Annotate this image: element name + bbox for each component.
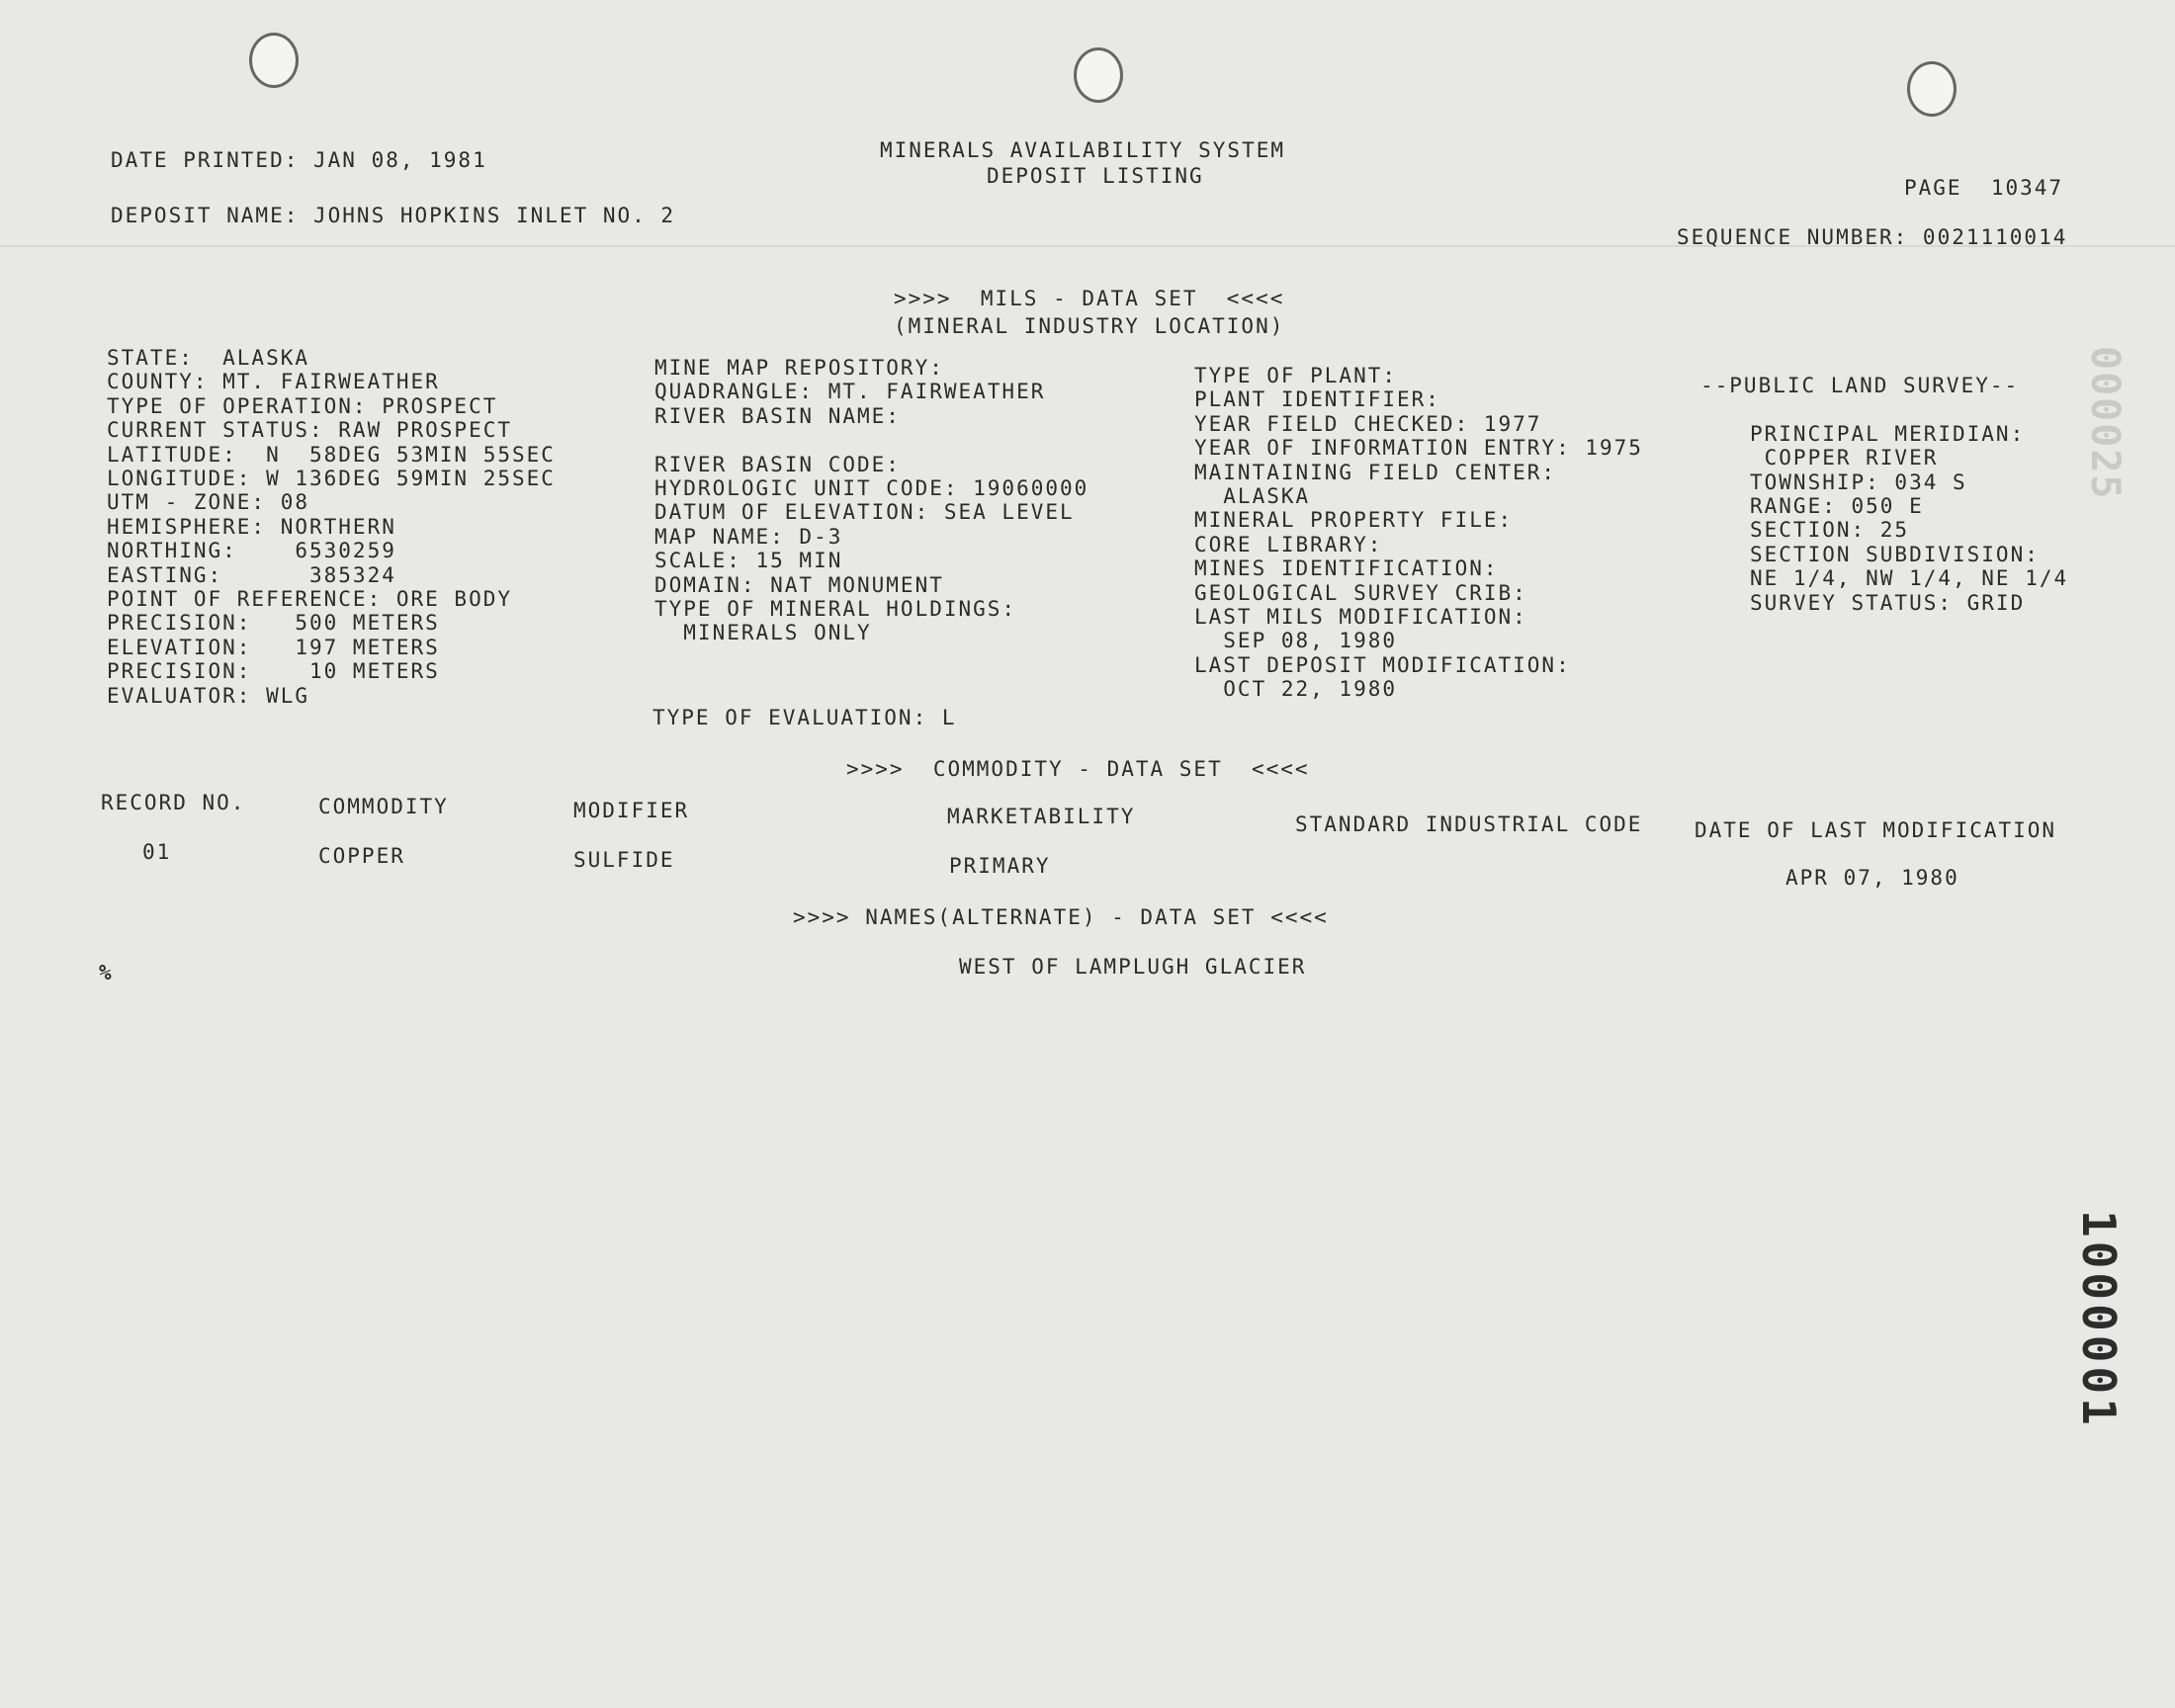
mils-field: RANGE: 050 E — [1750, 494, 1924, 519]
mils-field: MINES IDENTIFICATION: — [1194, 556, 1499, 581]
mils-field — [654, 428, 1088, 452]
mils-field: LATITUDE: N 58DEG 53MIN 55SEC — [107, 442, 556, 467]
mils-field: NORTHING: 6530259 — [107, 539, 396, 563]
mils-field: PRECISION: 10 METERS — [107, 659, 440, 684]
mils-field: RIVER BASIN NAME: — [654, 403, 901, 428]
mils-field: POINT OF REFERENCE: ORE BODY — [107, 587, 513, 612]
mils-field: LAST DEPOSIT MODIFICATION: — [1194, 652, 1571, 677]
commodity-record-no: 01 — [142, 840, 172, 864]
commodity-modifier: SULFIDE — [573, 848, 675, 872]
commodity-header-marketability: MARKETABILITY — [947, 805, 1136, 828]
mils-field: MINERALS ONLY — [654, 621, 872, 645]
footer-mark: % — [99, 961, 114, 984]
mils-field: OCT 22, 1980 — [1194, 677, 1398, 702]
listing-title: DEPOSIT LISTING — [987, 164, 1204, 188]
punch-hole-center — [1074, 47, 1123, 103]
mils-field: COPPER RIVER — [1750, 446, 1939, 470]
mils-field: SECTION SUBDIVISION: — [1750, 542, 2040, 566]
mils-field: NE 1/4, NW 1/4, NE 1/4 — [1750, 566, 2069, 591]
mils-field: MINE MAP REPOSITORY: — [654, 356, 944, 380]
commodity-header-record: RECORD NO. — [101, 791, 246, 814]
commodity-header-modifier: MODIFIER — [573, 799, 690, 822]
mils-field: STATE: ALASKA — [107, 346, 310, 370]
stamp-number-upper: 000025 — [2082, 346, 2128, 501]
mils-field: ELEVATION: 197 METERS — [107, 635, 440, 659]
mils-field: DOMAIN: NAT MONUMENT — [654, 572, 944, 597]
mils-field: SECTION: 25 — [1750, 518, 1910, 543]
mils-field: DATUM OF ELEVATION: SEA LEVEL — [654, 500, 1075, 525]
commodity-name: COPPER — [318, 844, 405, 868]
mils-field: SEP 08, 1980 — [1194, 629, 1398, 653]
mils-field: CURRENT STATUS: RAW PROSPECT — [107, 418, 513, 443]
mils-field: RIVER BASIN CODE: — [654, 452, 901, 476]
mils-field: EASTING: 385324 — [107, 562, 396, 587]
mils-field: MAP NAME: D-3 — [654, 524, 843, 549]
alternate-name: WEST OF LAMPLUGH GLACIER — [959, 955, 1307, 979]
mils-section-subtitle: (MINERAL INDUSTRY LOCATION) — [894, 314, 1285, 338]
mils-field: --PUBLIC LAND SURVEY-- — [1700, 374, 2020, 397]
mils-column-plant — [1194, 364, 1643, 702]
mils-field: LAST MILS MODIFICATION: — [1194, 605, 1527, 630]
mils-field: COUNTY: MT. FAIRWEATHER — [107, 370, 440, 394]
mils-column-map — [654, 356, 1088, 645]
date-printed: DATE PRINTED: JAN 08, 1981 — [111, 148, 487, 172]
names-section-title: >>>> NAMES(ALTERNATE) - DATA SET <<<< — [793, 905, 1329, 929]
mils-column-land-survey — [1700, 374, 2069, 615]
mils-field: EVALUATOR: WLG — [107, 683, 310, 708]
mils-field: TOWNSHIP: 034 S — [1750, 470, 1967, 494]
mils-field: SURVEY STATUS: GRID — [1750, 590, 2026, 615]
mils-field: MINERAL PROPERTY FILE: — [1194, 508, 1514, 533]
stamp-number-lower: 1000001 — [2072, 1210, 2126, 1429]
mils-field: PLANT IDENTIFIER: — [1194, 387, 1440, 412]
mils-field: YEAR FIELD CHECKED: 1977 — [1194, 411, 1542, 436]
mils-field: QUADRANGLE: MT. FAIRWEATHER — [654, 380, 1046, 404]
commodity-section-title: >>>> COMMODITY - DATA SET <<<< — [846, 757, 1310, 781]
mils-field: PRECISION: 500 METERS — [107, 611, 440, 636]
mils-column-location — [107, 346, 556, 708]
mils-field: TYPE OF PLANT: — [1194, 364, 1398, 387]
commodity-last-modified: APR 07, 1980 — [1785, 866, 1959, 890]
mils-field: GEOLOGICAL SURVEY CRIB: — [1194, 580, 1527, 605]
deposit-name: DEPOSIT NAME: JOHNS HOPKINS INLET NO. 2 — [111, 204, 676, 227]
mils-field: TYPE OF MINERAL HOLDINGS: — [654, 597, 1017, 622]
mils-field: YEAR OF INFORMATION ENTRY: 1975 — [1194, 436, 1643, 461]
punch-hole-left — [249, 33, 299, 88]
mils-field: CORE LIBRARY: — [1194, 532, 1383, 556]
type-of-evaluation: TYPE OF EVALUATION: L — [652, 706, 957, 729]
commodity-header-date: DATE OF LAST MODIFICATION — [1695, 818, 2057, 842]
commodity-marketability: PRIMARY — [949, 854, 1051, 878]
mils-field — [1700, 397, 2019, 421]
page-number: PAGE 10347 — [1904, 176, 2064, 200]
mils-field: UTM - ZONE: 08 — [107, 490, 310, 515]
commodity-header-sic: STANDARD INDUSTRIAL CODE — [1295, 812, 1643, 836]
mils-section-title: >>>> MILS - DATA SET <<<< — [894, 287, 1285, 310]
mils-field: MAINTAINING FIELD CENTER: — [1194, 460, 1557, 484]
mils-field: HYDROLOGIC UNIT CODE: 19060000 — [654, 476, 1089, 501]
mils-field: TYPE OF OPERATION: PROSPECT — [107, 393, 498, 418]
commodity-header-commodity: COMMODITY — [318, 795, 449, 818]
mils-field: PRINCIPAL MERIDIAN: — [1750, 421, 2026, 446]
punch-hole-right — [1907, 61, 1957, 117]
mils-field: LONGITUDE: W 136DEG 59MIN 25SEC — [107, 467, 556, 491]
mils-field: SCALE: 15 MIN — [654, 549, 843, 573]
mils-field: ALASKA — [1194, 484, 1311, 509]
system-title: MINERALS AVAILABILITY SYSTEM — [880, 138, 1286, 162]
sequence-number: SEQUENCE NUMBER: 0021110014 — [1677, 225, 2068, 249]
mils-field: HEMISPHERE: NORTHERN — [107, 514, 396, 539]
